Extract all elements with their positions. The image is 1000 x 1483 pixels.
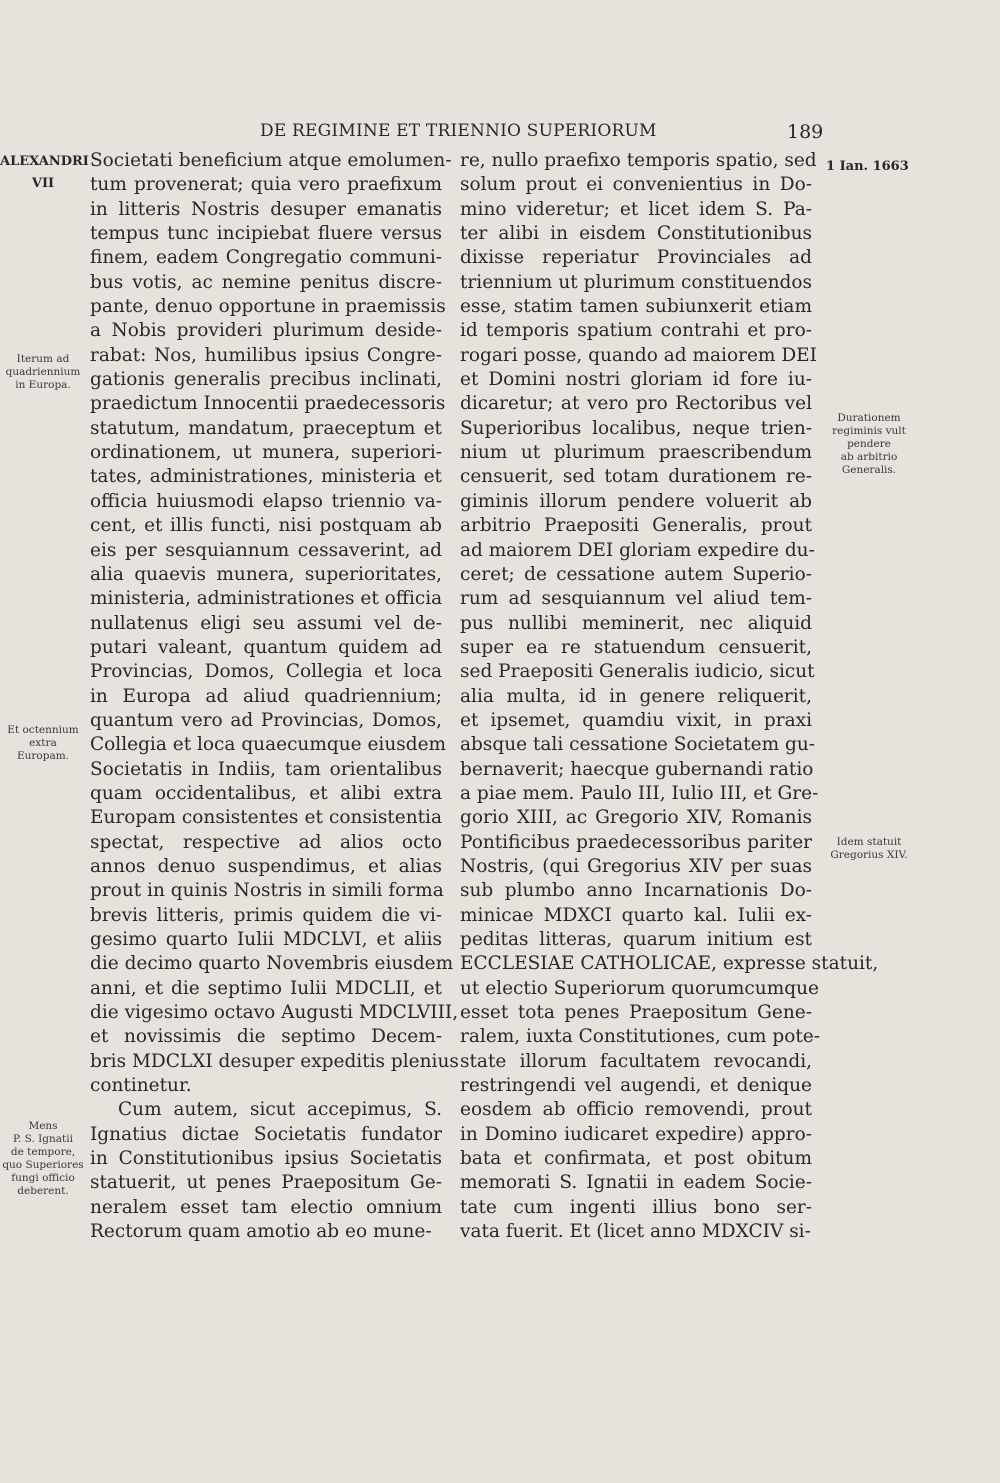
margin-note-line: Europam. xyxy=(16,750,70,762)
text-line: et ipsemet, quamdiu vixit, in praxi xyxy=(460,709,812,731)
text-line: finem, eadem Congregatio communi- xyxy=(90,247,442,269)
text-line: censuerit, sed totam durationem re- xyxy=(460,466,812,488)
text-line: officia huiusmodi elapso triennio va- xyxy=(90,490,442,512)
text-line: tum provenerat; quia vero praefixum xyxy=(90,174,442,196)
margin-note-line: ab arbitrio xyxy=(840,451,898,463)
pope-heading xyxy=(0,151,89,195)
text-line: rum ad sesquiannum vel aliud tem- xyxy=(460,588,812,610)
text-line: tempus tunc incipiebat fluere versus xyxy=(90,223,442,245)
text-line: bus votis, ac nemine penitus discre- xyxy=(90,271,442,293)
text-line: pus nullibi meminerit, nec aliquid xyxy=(460,612,812,634)
text-line: ministeria, administrationes et officia xyxy=(90,588,443,610)
text-line: state illorum facultatem revocandi, xyxy=(460,1050,812,1072)
text-line: rabat: Nos, humilibus ipsius Congre- xyxy=(90,344,442,366)
margin-note-line: pendere xyxy=(847,438,891,450)
text-line: esse, statim tamen subiunxerit etiam xyxy=(460,296,812,318)
text-line: die decimo quarto Novembris eiusdem xyxy=(90,953,454,975)
text-line: alia multa, id in genere reliquerit, xyxy=(460,685,812,707)
text-line: bris MDCLXI desuper expeditis plenius xyxy=(90,1050,459,1072)
margin-note-line: extra xyxy=(29,737,57,749)
text-line: Ignatius dictae Societatis fundator xyxy=(90,1123,442,1145)
margin-note-line: regiminis vult xyxy=(832,425,906,437)
text-line: super ea re statuendum censuerit, xyxy=(460,636,812,658)
text-line: in Domino iudicaret expedire) appro- xyxy=(460,1123,812,1145)
text-line: Societati beneficium atque emolumen- xyxy=(90,150,452,171)
text-line: nium ut plurimum praescribendum xyxy=(460,442,812,464)
text-line: alia quaevis munera, superioritates, xyxy=(90,563,442,585)
text-line: Pontificibus praedecessoribus pariter xyxy=(460,831,812,853)
text-line: brevis litteris, primis quidem die vi- xyxy=(90,904,442,926)
left-text-column xyxy=(90,149,459,1244)
text-line: memorati S. Ignatii in eadem Socie- xyxy=(460,1172,812,1194)
text-line: continetur. xyxy=(90,1075,192,1097)
page-number: 189 xyxy=(787,121,824,143)
text-line: annos denuo suspendimus, et alias xyxy=(90,855,442,877)
text-line: quam occidentalibus, et alibi extra xyxy=(90,782,442,804)
text-line: et Domini nostri gloriam id fore iu- xyxy=(460,369,812,391)
margin-note-line: Mens xyxy=(28,1120,58,1132)
margin-note-line: Et octennium xyxy=(7,724,79,736)
margin-note-left-1 xyxy=(0,353,86,392)
margin-note-line: Gregorius XIV. xyxy=(830,849,908,861)
text-line: gationis generalis precibus inclinati, xyxy=(90,369,442,391)
text-line: bernaverit; haecque gubernandi ratio xyxy=(460,758,814,780)
text-line: in litteris Nostris desuper emanatis xyxy=(90,198,442,220)
text-line: pante, denuo opportune in praemissis xyxy=(90,296,446,318)
text-line: esset tota penes Praepositum Gene- xyxy=(460,1002,812,1024)
text-line: quantum vero ad Provincias, Domos, xyxy=(90,709,442,731)
text-line: restringendi vel augendi, et denique xyxy=(460,1075,812,1097)
text-line: peditas litteras, quarum initium est xyxy=(460,929,812,950)
running-head: DE REGIMINE ET TRIENNIO SUPERIORUM xyxy=(260,121,657,141)
text-line: gorio XIII, ac Gregorio XIV, Romanis xyxy=(460,807,812,829)
margin-note-line: Iterum ad xyxy=(16,353,70,365)
text-line: anni, et die septimo Iulii MDCLII, et xyxy=(90,977,442,999)
text-line: Superioribus localibus, neque trien- xyxy=(460,417,812,439)
text-line: Societatis in Indiis, tam orientalibus xyxy=(90,758,442,780)
text-line: re, nullo praefixo temporis spatio, sed xyxy=(460,150,817,171)
margin-note-line: Generalis. xyxy=(841,464,897,476)
text-line: sub plumbo anno Incarnationis Do- xyxy=(460,880,812,902)
text-line: ad maiorem DEI gloriam expedire du- xyxy=(460,539,815,561)
text-line: Nostris, (qui Gregorius XIV per suas xyxy=(460,855,812,877)
text-line: neralem esset tam electio omnium xyxy=(90,1196,442,1218)
margin-note-line: in Europa. xyxy=(15,379,71,391)
text-line: solum prout ei convenientius in Do- xyxy=(460,174,812,196)
text-line: Europam consistentes et consistentia xyxy=(90,807,442,829)
text-line: ECCLESIAE CATHOLICAE, expresse statuit, xyxy=(460,953,879,975)
text-line: ter alibi in eisdem Constitutionibus xyxy=(460,223,812,245)
margin-note-line: Idem statuit xyxy=(836,836,902,848)
text-line: in Europa ad aliud quadriennium; xyxy=(90,685,442,707)
margin-note-line: P. S. Ignatii xyxy=(13,1133,73,1145)
text-line: arbitrio Praepositi Generalis, prout xyxy=(460,515,812,537)
text-line: a Nobis provideri plurimum deside- xyxy=(90,320,442,342)
text-line: eosdem ab officio removendi, prout xyxy=(460,1099,812,1121)
text-line: die vigesimo octavo Augusti MDCLVIII, xyxy=(90,1002,459,1024)
margin-note-line: de tempore, xyxy=(10,1146,76,1158)
text-line: a piae mem. Paulo III, Iulio III, et Gre- xyxy=(460,782,819,804)
text-line: gesimo quarto Iulii MDCLVI, et aliis xyxy=(90,929,442,950)
text-line: spectat, respective ad alios octo xyxy=(90,831,442,853)
text-line: ordinationem, ut munera, superiori- xyxy=(90,442,442,464)
text-line: putari valeant, quantum quidem ad xyxy=(90,636,442,658)
text-line: ut electio Superiorum quorumcumque xyxy=(460,977,819,999)
text-line: dicaretur; at vero pro Rectoribus vel xyxy=(460,393,812,415)
text-line: dixisse reperiatur Provinciales ad xyxy=(460,247,812,269)
text-line: giminis illorum pendere voluerit ab xyxy=(460,490,812,512)
pope-heading-line: ALEXANDRI xyxy=(0,154,89,169)
text-line: triennium ut plurimum constituendos xyxy=(460,271,812,293)
text-line: ceret; de cessatione autem Superio- xyxy=(460,563,812,585)
margin-note-left-2 xyxy=(0,724,86,763)
text-line: Rectorum quam amotio ab eo mune- xyxy=(90,1221,432,1243)
text-line: Collegia et loca quaecumque eiusdem xyxy=(90,734,447,756)
margin-note-line: fungi officio xyxy=(11,1172,75,1184)
pope-heading-line: VII xyxy=(31,176,55,191)
text-line: praedictum Innocentii praedecessoris xyxy=(90,393,446,415)
date-heading: 1 Ian. 1663 xyxy=(826,159,909,174)
text-line: minicae MDXCI quarto kal. Iulii ex- xyxy=(460,904,812,926)
margin-note-line: quo Superiores xyxy=(2,1159,84,1171)
text-line: absque tali cessatione Societatem gu- xyxy=(460,734,816,756)
text-line: Cum autem, sicut accepimus, S. xyxy=(118,1099,442,1121)
text-line: statuerit, ut penes Praepositum Ge- xyxy=(90,1172,442,1194)
text-line: vata fuerit. Et (licet anno MDXCIV si- xyxy=(460,1221,811,1243)
text-line: ralem, iuxta Constitutiones, cum pote- xyxy=(460,1026,820,1048)
text-line: tate cum ingenti illius bono ser- xyxy=(460,1196,812,1218)
text-line: eis per sesquiannum cessaverint, ad xyxy=(90,539,442,561)
margin-note-line: deberent. xyxy=(17,1185,69,1197)
margin-note-left-3 xyxy=(0,1120,86,1198)
text-line: nullatenus eligi seu assumi vel de- xyxy=(90,612,442,634)
text-line: bata et confirmata, et post obitum xyxy=(460,1148,812,1170)
text-line: et novissimis die septimo Decem- xyxy=(90,1026,442,1048)
text-line: prout in quinis Nostris in simili forma xyxy=(90,880,444,902)
text-line: id temporis spatium contrahi et pro- xyxy=(460,320,812,342)
text-line: tates, administrationes, ministeria et xyxy=(90,466,442,488)
text-line: cent, et illis functi, nisi postquam ab xyxy=(90,515,442,537)
text-line: Provincias, Domos, Collegia et loca xyxy=(90,661,442,683)
margin-note-line: Durationem xyxy=(837,412,901,424)
text-line: in Constitutionibus ipsius Societatis xyxy=(90,1148,442,1170)
text-line: sed Praepositi Generalis iudicio, sicut xyxy=(460,661,815,683)
text-line: mino videretur; et licet idem S. Pa- xyxy=(460,198,812,220)
margin-note-right-2 xyxy=(816,836,922,862)
margin-note-right-1 xyxy=(816,412,922,477)
text-line: statutum, mandatum, praeceptum et xyxy=(90,417,442,439)
margin-note-line: quadriennium xyxy=(5,366,81,378)
text-line: rogari posse, quando ad maiorem DEI xyxy=(460,344,817,366)
